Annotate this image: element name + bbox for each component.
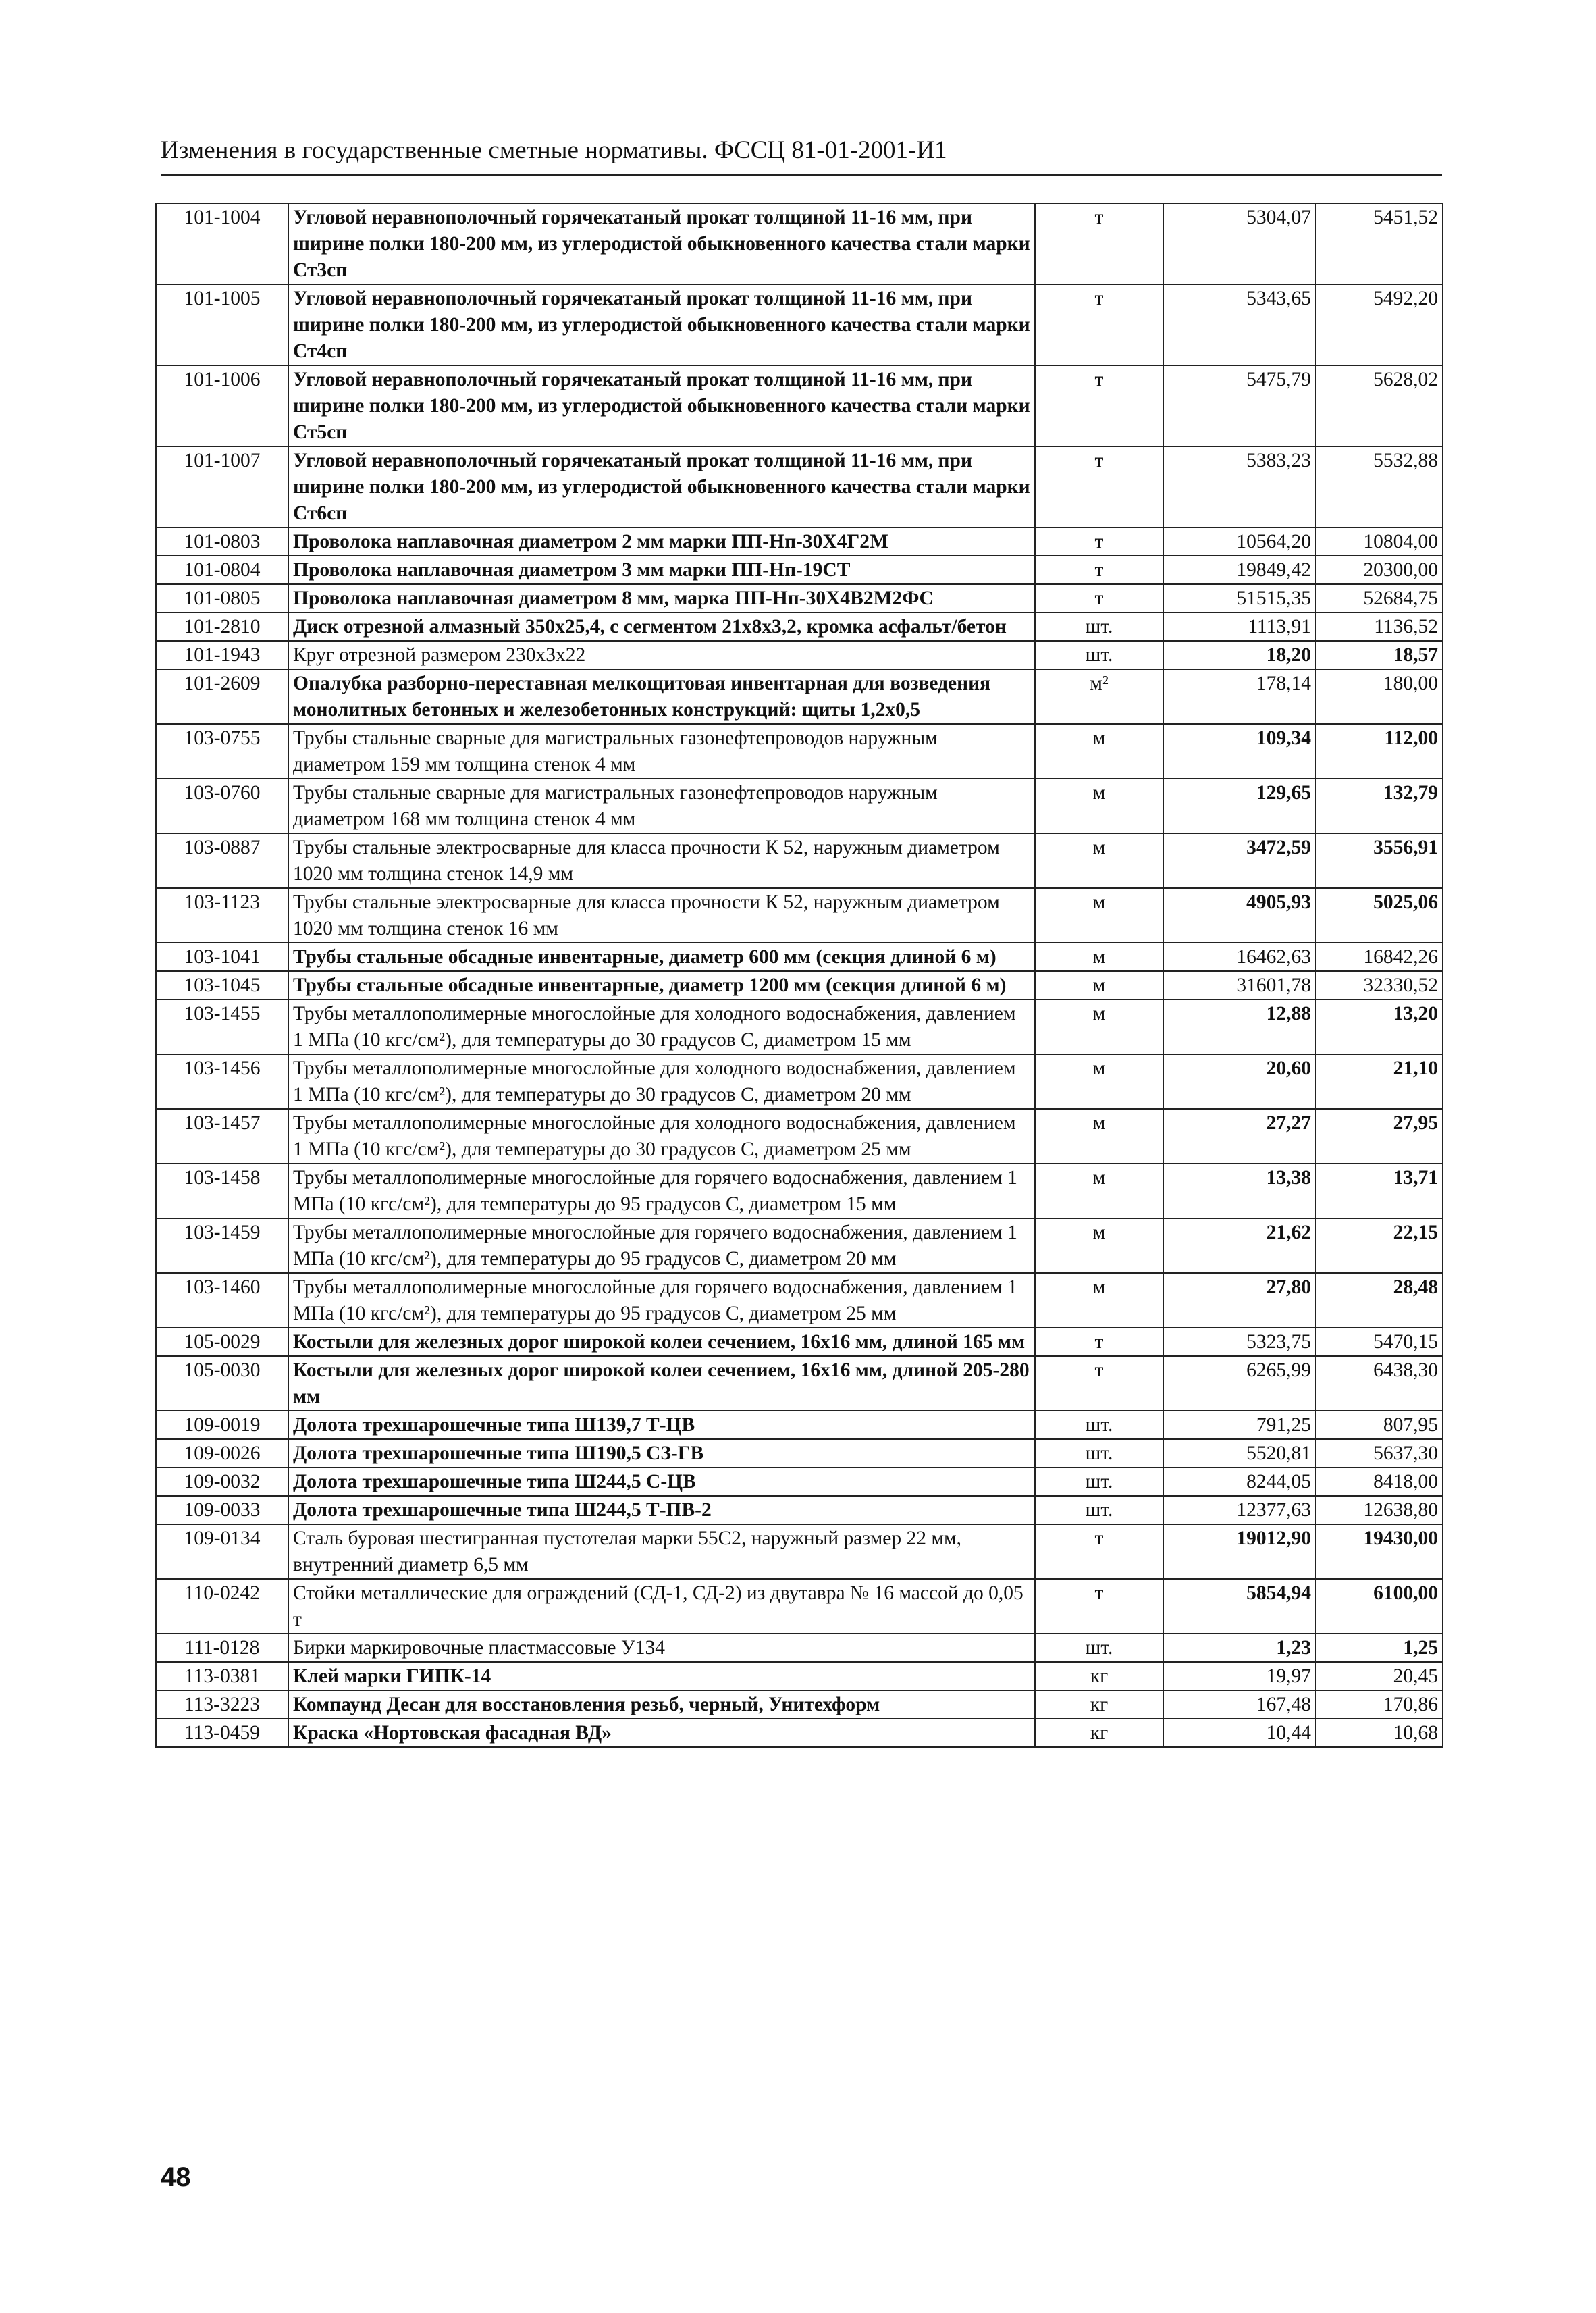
table-row	[156, 1218, 1443, 1273]
cell-unit: шт.	[1035, 1439, 1163, 1467]
cell-price-2: 180,00	[1316, 669, 1443, 724]
cell-price-1: 16462,63	[1163, 943, 1316, 971]
cell-name: Круг отрезной размером 230х3х22	[288, 641, 1035, 669]
cell-price-2: 27,95	[1316, 1109, 1443, 1164]
cell-price-1: 13,38	[1163, 1164, 1316, 1218]
cell-price-1: 1113,91	[1163, 613, 1316, 641]
cell-price-1: 5475,79	[1163, 365, 1316, 446]
table-row	[156, 888, 1443, 943]
table-row	[156, 584, 1443, 613]
cell-price-2: 112,00	[1316, 724, 1443, 779]
cell-code: 109-0134	[156, 1524, 288, 1579]
cell-name: Опалубка разборно-переставная мелкощитовая инвентарная для возведения монолитных бетонных и железобетонных конструкций: щиты 1,2х0,5	[288, 669, 1035, 724]
table-row	[156, 527, 1443, 556]
cell-price-2: 10,68	[1316, 1719, 1443, 1747]
cell-unit: т	[1035, 203, 1163, 284]
cell-code: 103-0760	[156, 779, 288, 833]
cell-unit: т	[1035, 1356, 1163, 1411]
table-row	[156, 1328, 1443, 1356]
cell-price-1: 5854,94	[1163, 1579, 1316, 1634]
cell-name: Трубы стальные электросварные для класса прочности К 52, наружным диаметром 1020 мм толщина стенок 14,9 мм	[288, 833, 1035, 888]
cell-price-1: 5323,75	[1163, 1328, 1316, 1356]
table-row	[156, 971, 1443, 999]
cell-price-1: 19,97	[1163, 1662, 1316, 1690]
cell-name: Костыли для железных дорог широкой колеи сечением, 16х16 мм, длиной 205-280 мм	[288, 1356, 1035, 1411]
cell-name: Угловой неравнополочный горячекатаный прокат толщиной 11-16 мм, при ширине полки 180-200 мм, из углеродистой обыкновенного качества стали марки Ст6сп	[288, 446, 1035, 527]
cell-name: Трубы металлополимерные многослойные для горячего водоснабжения, давлением 1 МПа (10 кгс/см²), для температуры до 95 градусов С, диаметром 15 мм	[288, 1164, 1035, 1218]
cell-code: 109-0019	[156, 1411, 288, 1439]
price-table	[155, 203, 1443, 1748]
cell-unit: шт.	[1035, 1411, 1163, 1439]
cell-name: Клей марки ГИПК-14	[288, 1662, 1035, 1690]
page-number: 48	[161, 2162, 191, 2192]
cell-price-2: 8418,00	[1316, 1467, 1443, 1496]
cell-unit: т	[1035, 446, 1163, 527]
cell-name: Диск отрезной алмазный 350х25,4, с сегментом 21х8х3,2, кромка асфальт/бетон	[288, 613, 1035, 641]
cell-code: 109-0033	[156, 1496, 288, 1524]
cell-code: 103-1457	[156, 1109, 288, 1164]
table-row	[156, 284, 1443, 365]
cell-unit: м	[1035, 779, 1163, 833]
cell-name: Трубы металлополимерные многослойные для холодного водоснабжения, давлением 1 МПа (10 кгс/см²), для температуры до 30 градусов С, диаметром 20 мм	[288, 1054, 1035, 1109]
cell-code: 101-0805	[156, 584, 288, 613]
table-row	[156, 1273, 1443, 1328]
cell-unit: м	[1035, 999, 1163, 1054]
cell-price-1: 3472,59	[1163, 833, 1316, 888]
cell-name: Трубы металлополимерные многослойные для холодного водоснабжения, давлением 1 МПа (10 кгс/см²), для температуры до 30 градусов С, диаметром 15 мм	[288, 999, 1035, 1054]
cell-name: Компаунд Десан для восстановления резьб, черный, Унитехформ	[288, 1690, 1035, 1719]
cell-unit: т	[1035, 1579, 1163, 1634]
cell-price-1: 5520,81	[1163, 1439, 1316, 1467]
cell-unit: кг	[1035, 1690, 1163, 1719]
cell-name: Трубы металлополимерные многослойные для холодного водоснабжения, давлением 1 МПа (10 кгс/см²), для температуры до 30 градусов С, диаметром 25 мм	[288, 1109, 1035, 1164]
cell-name: Долота трехшарошечные типа Ш244,5 Т-ПВ-2	[288, 1496, 1035, 1524]
cell-unit: м²	[1035, 669, 1163, 724]
cell-name: Долота трехшарошечные типа Ш244,5 С-ЦВ	[288, 1467, 1035, 1496]
cell-price-2: 5025,06	[1316, 888, 1443, 943]
cell-price-2: 132,79	[1316, 779, 1443, 833]
cell-price-2: 5637,30	[1316, 1439, 1443, 1467]
cell-price-2: 19430,00	[1316, 1524, 1443, 1579]
cell-price-1: 167,48	[1163, 1690, 1316, 1719]
cell-price-2: 6438,30	[1316, 1356, 1443, 1411]
cell-code: 113-3223	[156, 1690, 288, 1719]
cell-price-1: 18,20	[1163, 641, 1316, 669]
cell-price-1: 4905,93	[1163, 888, 1316, 943]
cell-price-2: 3556,91	[1316, 833, 1443, 888]
cell-price-2: 10804,00	[1316, 527, 1443, 556]
table-row	[156, 1524, 1443, 1579]
cell-unit: м	[1035, 1218, 1163, 1273]
cell-unit: м	[1035, 1054, 1163, 1109]
cell-unit: шт.	[1035, 641, 1163, 669]
cell-price-2: 1,25	[1316, 1634, 1443, 1662]
cell-unit: шт.	[1035, 1634, 1163, 1662]
cell-code: 103-1455	[156, 999, 288, 1054]
cell-code: 109-0026	[156, 1439, 288, 1467]
cell-name: Стойки металлические для ограждений (СД-1, СД-2) из двутавра № 16 массой до 0,05 т	[288, 1579, 1035, 1634]
cell-code: 101-1004	[156, 203, 288, 284]
cell-price-2: 52684,75	[1316, 584, 1443, 613]
cell-name: Трубы металлополимерные многослойные для горячего водоснабжения, давлением 1 МПа (10 кгс/см²), для температуры до 95 градусов С, диаметром 25 мм	[288, 1273, 1035, 1328]
table-row	[156, 1411, 1443, 1439]
cell-code: 103-0887	[156, 833, 288, 888]
cell-name: Долота трехшарошечные типа Ш139,7 Т-ЦВ	[288, 1411, 1035, 1439]
cell-code: 101-2810	[156, 613, 288, 641]
cell-unit: шт.	[1035, 1467, 1163, 1496]
cell-price-1: 129,65	[1163, 779, 1316, 833]
cell-price-1: 19012,90	[1163, 1524, 1316, 1579]
cell-code: 113-0459	[156, 1719, 288, 1747]
table-row	[156, 669, 1443, 724]
table-row	[156, 1164, 1443, 1218]
cell-unit: м	[1035, 971, 1163, 999]
cell-price-2: 1136,52	[1316, 613, 1443, 641]
table-row	[156, 641, 1443, 669]
cell-code: 103-1123	[156, 888, 288, 943]
cell-unit: шт.	[1035, 613, 1163, 641]
table-row	[156, 1109, 1443, 1164]
cell-name: Трубы стальные сварные для магистральных газонефтепроводов наружным диаметром 159 мм толщина стенок 4 мм	[288, 724, 1035, 779]
cell-name: Угловой неравнополочный горячекатаный прокат толщиной 11-16 мм, при ширине полки 180-200 мм, из углеродистой обыкновенного качества стали марки Ст3сп	[288, 203, 1035, 284]
cell-unit: м	[1035, 888, 1163, 943]
cell-unit: кг	[1035, 1662, 1163, 1690]
cell-price-1: 21,62	[1163, 1218, 1316, 1273]
cell-name: Сталь буровая шестигранная пустотелая марки 55С2, наружный размер 22 мм, внутренний диаметр 6,5 мм	[288, 1524, 1035, 1579]
cell-price-2: 5470,15	[1316, 1328, 1443, 1356]
cell-code: 111-0128	[156, 1634, 288, 1662]
cell-price-1: 20,60	[1163, 1054, 1316, 1109]
table-row	[156, 1496, 1443, 1524]
cell-price-2: 18,57	[1316, 641, 1443, 669]
table-row	[156, 1719, 1443, 1747]
table-row	[156, 1579, 1443, 1634]
cell-name: Проволока наплавочная диаметром 2 мм марки ПП-Нп-30Х4Г2М	[288, 527, 1035, 556]
cell-unit: м	[1035, 1109, 1163, 1164]
cell-unit: т	[1035, 284, 1163, 365]
cell-unit: т	[1035, 527, 1163, 556]
cell-unit: т	[1035, 556, 1163, 584]
cell-code: 101-1005	[156, 284, 288, 365]
cell-price-2: 5451,52	[1316, 203, 1443, 284]
cell-code: 103-1460	[156, 1273, 288, 1328]
cell-price-2: 13,71	[1316, 1164, 1443, 1218]
cell-price-1: 5304,07	[1163, 203, 1316, 284]
table-row	[156, 1467, 1443, 1496]
table-row	[156, 1054, 1443, 1109]
cell-price-2: 28,48	[1316, 1273, 1443, 1328]
cell-code: 109-0032	[156, 1467, 288, 1496]
cell-price-2: 12638,80	[1316, 1496, 1443, 1524]
cell-name: Бирки маркировочные пластмассовые У134	[288, 1634, 1035, 1662]
cell-code: 113-0381	[156, 1662, 288, 1690]
cell-price-1: 6265,99	[1163, 1356, 1316, 1411]
cell-code: 101-0804	[156, 556, 288, 584]
table-row	[156, 203, 1443, 284]
cell-price-2: 32330,52	[1316, 971, 1443, 999]
cell-price-2: 20,45	[1316, 1662, 1443, 1690]
cell-price-1: 27,27	[1163, 1109, 1316, 1164]
cell-price-2: 16842,26	[1316, 943, 1443, 971]
cell-code: 103-1458	[156, 1164, 288, 1218]
cell-name: Трубы стальные электросварные для класса прочности К 52, наружным диаметром 1020 мм толщина стенок 16 мм	[288, 888, 1035, 943]
cell-price-2: 5628,02	[1316, 365, 1443, 446]
cell-unit: т	[1035, 584, 1163, 613]
price-table-body	[156, 203, 1443, 1747]
table-row	[156, 446, 1443, 527]
table-row	[156, 724, 1443, 779]
table-row	[156, 613, 1443, 641]
cell-name: Угловой неравнополочный горячекатаный прокат толщиной 11-16 мм, при ширине полки 180-200 мм, из углеродистой обыкновенного качества стали марки Ст5сп	[288, 365, 1035, 446]
cell-price-1: 109,34	[1163, 724, 1316, 779]
cell-name: Трубы стальные сварные для магистральных газонефтепроводов наружным диаметром 168 мм толщина стенок 4 мм	[288, 779, 1035, 833]
table-row	[156, 365, 1443, 446]
cell-code: 103-1456	[156, 1054, 288, 1109]
cell-name: Трубы металлополимерные многослойные для горячего водоснабжения, давлением 1 МПа (10 кгс/см²), для температуры до 95 градусов С, диаметром 20 мм	[288, 1218, 1035, 1273]
cell-price-1: 10564,20	[1163, 527, 1316, 556]
cell-price-1: 10,44	[1163, 1719, 1316, 1747]
cell-price-1: 12,88	[1163, 999, 1316, 1054]
table-row	[156, 1634, 1443, 1662]
page-header: Изменения в государственные сметные нормативы. ФССЦ 81-01-2001-И1	[161, 136, 947, 164]
cell-unit: шт.	[1035, 1496, 1163, 1524]
cell-code: 101-1007	[156, 446, 288, 527]
table-row	[156, 999, 1443, 1054]
cell-code: 105-0030	[156, 1356, 288, 1411]
cell-code: 110-0242	[156, 1579, 288, 1634]
cell-unit: м	[1035, 724, 1163, 779]
cell-price-2: 6100,00	[1316, 1579, 1443, 1634]
cell-code: 101-1943	[156, 641, 288, 669]
cell-price-1: 19849,42	[1163, 556, 1316, 584]
cell-price-2: 5532,88	[1316, 446, 1443, 527]
cell-price-1: 51515,35	[1163, 584, 1316, 613]
cell-price-1: 12377,63	[1163, 1496, 1316, 1524]
table-row	[156, 1439, 1443, 1467]
cell-unit: т	[1035, 1524, 1163, 1579]
cell-unit: т	[1035, 365, 1163, 446]
cell-name: Угловой неравнополочный горячекатаный прокат толщиной 11-16 мм, при ширине полки 180-200 мм, из углеродистой обыкновенного качества стали марки Ст4сп	[288, 284, 1035, 365]
cell-unit: кг	[1035, 1719, 1163, 1747]
cell-code: 103-0755	[156, 724, 288, 779]
cell-price-1: 27,80	[1163, 1273, 1316, 1328]
cell-price-1: 5343,65	[1163, 284, 1316, 365]
cell-price-2: 20300,00	[1316, 556, 1443, 584]
cell-price-1: 8244,05	[1163, 1467, 1316, 1496]
cell-price-2: 170,86	[1316, 1690, 1443, 1719]
cell-price-2: 21,10	[1316, 1054, 1443, 1109]
cell-unit: т	[1035, 1328, 1163, 1356]
table-row	[156, 779, 1443, 833]
cell-unit: м	[1035, 833, 1163, 888]
cell-price-1: 791,25	[1163, 1411, 1316, 1439]
table-row	[156, 1690, 1443, 1719]
cell-name: Краска «Нортовская фасадная ВД»	[288, 1719, 1035, 1747]
cell-price-2: 13,20	[1316, 999, 1443, 1054]
table-row	[156, 833, 1443, 888]
cell-code: 105-0029	[156, 1328, 288, 1356]
cell-unit: м	[1035, 943, 1163, 971]
cell-price-2: 807,95	[1316, 1411, 1443, 1439]
cell-price-2: 5492,20	[1316, 284, 1443, 365]
table-row	[156, 556, 1443, 584]
cell-price-1: 31601,78	[1163, 971, 1316, 999]
cell-code: 103-1041	[156, 943, 288, 971]
cell-code: 101-2609	[156, 669, 288, 724]
cell-name: Костыли для железных дорог широкой колеи сечением, 16х16 мм, длиной 165 мм	[288, 1328, 1035, 1356]
cell-name: Трубы стальные обсадные инвентарные, диаметр 600 мм (секция длиной 6 м)	[288, 943, 1035, 971]
cell-price-1: 5383,23	[1163, 446, 1316, 527]
cell-code: 103-1045	[156, 971, 288, 999]
cell-name: Трубы стальные обсадные инвентарные, диаметр 1200 мм (секция длиной 6 м)	[288, 971, 1035, 999]
table-row	[156, 1662, 1443, 1690]
cell-code: 103-1459	[156, 1218, 288, 1273]
cell-code: 101-0803	[156, 527, 288, 556]
cell-price-2: 22,15	[1316, 1218, 1443, 1273]
cell-unit: м	[1035, 1273, 1163, 1328]
cell-name: Долота трехшарошечные типа Ш190,5 СЗ-ГВ	[288, 1439, 1035, 1467]
cell-code: 101-1006	[156, 365, 288, 446]
cell-name: Проволока наплавочная диаметром 8 мм, марка ПП-Нп-30Х4В2М2ФС	[288, 584, 1035, 613]
table-row	[156, 1356, 1443, 1411]
cell-price-1: 1,23	[1163, 1634, 1316, 1662]
header-divider	[161, 174, 1442, 176]
cell-name: Проволока наплавочная диаметром 3 мм марки ПП-Нп-19СТ	[288, 556, 1035, 584]
cell-unit: м	[1035, 1164, 1163, 1218]
cell-price-1: 178,14	[1163, 669, 1316, 724]
table-row	[156, 943, 1443, 971]
